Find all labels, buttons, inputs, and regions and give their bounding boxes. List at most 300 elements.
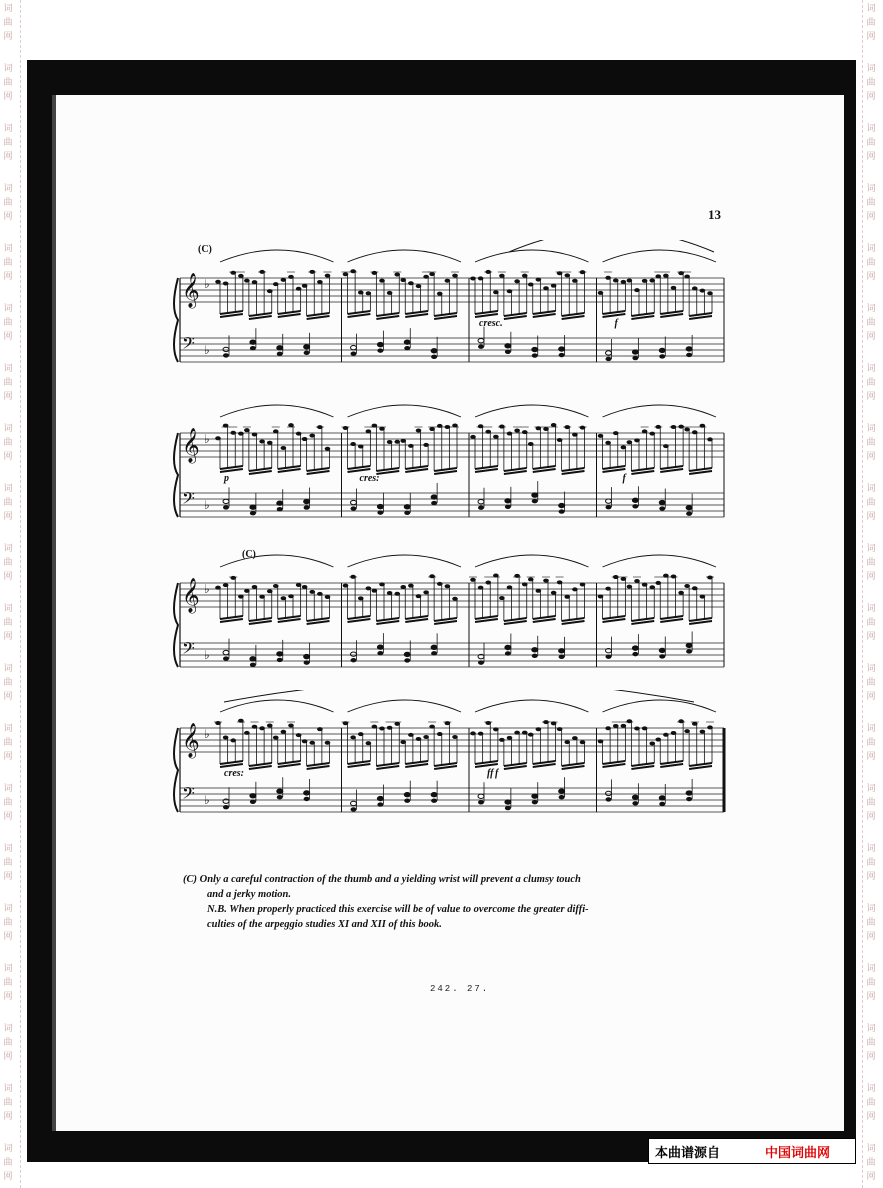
slur <box>475 405 589 417</box>
note-head <box>259 726 265 730</box>
note-head <box>605 587 611 591</box>
note-head <box>387 591 393 595</box>
watermark-char: 曲 <box>866 498 876 508</box>
note-head <box>372 271 378 275</box>
bass-note-head <box>478 505 484 509</box>
note-head <box>296 432 302 436</box>
bass-note-head <box>478 660 484 664</box>
note-head <box>350 442 356 446</box>
note-head <box>564 740 570 744</box>
watermark-char: 曲 <box>3 78 13 88</box>
watermark-char: 曲 <box>3 1098 13 1108</box>
bass-note-head <box>632 652 638 656</box>
bass-note-head <box>686 649 692 653</box>
bass-note-head <box>532 493 538 497</box>
note-head <box>302 437 308 441</box>
watermark-char: 曲 <box>866 1038 876 1048</box>
source-site-name[interactable]: 中国词曲网 <box>765 1145 831 1161</box>
dynamic-marking: cres: <box>359 473 380 484</box>
watermark-char: 网 <box>3 332 13 342</box>
watermark-char: 网 <box>866 512 876 522</box>
watermark-char: 网 <box>866 752 876 762</box>
note-head <box>230 431 236 435</box>
note-head <box>408 444 414 448</box>
note-head <box>507 736 513 740</box>
note-head <box>416 594 422 598</box>
note-head <box>634 726 640 730</box>
note-head <box>408 733 414 737</box>
watermark-char: 网 <box>866 1112 876 1122</box>
bass-note-head <box>632 801 638 805</box>
note-head <box>366 741 372 745</box>
watermark-divider-right <box>862 0 863 1188</box>
bass-note-head <box>659 348 665 352</box>
dynamic-marking: f <box>622 473 626 484</box>
note-head <box>288 275 294 279</box>
note-head <box>655 274 661 278</box>
watermark-char: 词 <box>3 604 13 614</box>
note-head <box>416 284 422 288</box>
note-head <box>452 274 458 278</box>
note-head <box>598 291 604 295</box>
note-head <box>416 737 422 741</box>
bass-note-head <box>404 505 410 509</box>
note-head <box>379 279 385 283</box>
grand-staff <box>172 395 728 535</box>
note-head <box>634 288 640 292</box>
note-head <box>684 274 690 278</box>
watermark-char: 词 <box>866 424 876 434</box>
watermark-char: 曲 <box>866 618 876 628</box>
bass-note-head <box>431 651 437 655</box>
bass-note-head <box>250 800 256 804</box>
bass-note-head <box>223 805 229 809</box>
note-head <box>522 731 528 735</box>
bass-clef: 𝄢 <box>182 488 195 512</box>
note-head <box>309 434 315 438</box>
bass-note-head <box>606 499 612 503</box>
watermark-char: 网 <box>866 812 876 822</box>
note-head <box>400 439 406 443</box>
watermark-char: 曲 <box>3 18 13 28</box>
note-head <box>358 732 364 736</box>
note-head <box>223 735 229 739</box>
watermark-char: 网 <box>866 1052 876 1062</box>
watermark-char: 网 <box>3 272 13 282</box>
bass-note-head <box>559 655 565 659</box>
note-head <box>684 729 690 733</box>
dynamic-marking: f <box>495 768 499 779</box>
watermark-char: 词 <box>3 724 13 734</box>
note-head <box>429 574 435 578</box>
staff-brace <box>174 278 178 362</box>
watermark-char: 曲 <box>3 798 13 808</box>
watermark-char: 网 <box>866 452 876 462</box>
note-head <box>478 424 484 428</box>
note-head <box>634 438 640 442</box>
note-head <box>572 433 578 437</box>
watermark-char: 词 <box>866 724 876 734</box>
watermark-char: 网 <box>866 212 876 222</box>
watermark-divider-left <box>20 0 21 1188</box>
note-head <box>288 724 294 728</box>
note-head <box>499 274 505 278</box>
bass-note-head <box>659 500 665 504</box>
note-head <box>423 443 429 447</box>
note-head <box>536 589 542 593</box>
note-head <box>366 291 372 295</box>
note-head <box>223 281 229 285</box>
watermark-char: 曲 <box>3 318 13 328</box>
note-head <box>437 582 443 586</box>
staff-brace <box>174 433 178 517</box>
watermark-char: 词 <box>866 544 876 554</box>
note-head <box>692 722 698 726</box>
note-head <box>325 274 331 278</box>
watermark-char: 曲 <box>3 438 13 448</box>
watermark-char: 词 <box>866 64 876 74</box>
watermark-char: 网 <box>866 932 876 942</box>
note-head <box>671 731 677 735</box>
slur <box>220 555 334 567</box>
note-head <box>536 278 542 282</box>
bass-note-head <box>377 504 383 508</box>
note-head <box>649 741 655 745</box>
watermark-char: 曲 <box>3 378 13 388</box>
watermark-char: 词 <box>866 964 876 974</box>
bass-clef: 𝄢 <box>182 638 195 662</box>
note-head <box>522 274 528 278</box>
note-head <box>230 576 236 580</box>
bass-note-head <box>250 505 256 509</box>
bass-note-head <box>431 792 437 796</box>
note-head <box>499 425 505 429</box>
bass-note-head <box>532 648 538 652</box>
watermark-char: 词 <box>3 784 13 794</box>
watermark-char: 词 <box>3 184 13 194</box>
slur <box>603 250 717 262</box>
bass-note-head <box>686 511 692 515</box>
bass-note-head <box>686 797 692 801</box>
note-head <box>387 291 393 295</box>
note-head <box>564 273 570 277</box>
note-head <box>514 279 520 283</box>
watermark-char: 词 <box>866 244 876 254</box>
note-head <box>387 726 393 730</box>
bass-note-head <box>606 791 612 795</box>
bass-note-head <box>223 650 229 654</box>
bass-note-head <box>632 498 638 502</box>
note-head <box>423 735 429 739</box>
watermark-char: 词 <box>3 64 13 74</box>
bass-note-head <box>304 660 310 664</box>
watermark-char: 网 <box>3 932 13 942</box>
note-head <box>230 271 236 275</box>
note-head <box>543 579 549 583</box>
note-head <box>551 423 557 427</box>
bass-note-head <box>659 654 665 658</box>
bass-note-head <box>351 801 357 805</box>
note-head <box>528 733 534 737</box>
watermark-char: 网 <box>3 572 13 582</box>
watermark-char: 曲 <box>866 1098 876 1108</box>
note-head <box>514 731 520 735</box>
note-head <box>400 740 406 744</box>
note-head <box>598 434 604 438</box>
watermark-char: 曲 <box>3 498 13 508</box>
bass-note-head <box>250 346 256 350</box>
watermark-char: 词 <box>3 244 13 254</box>
watermark-char: 网 <box>3 1172 13 1182</box>
bass-note-head <box>686 643 692 647</box>
bass-note-head <box>304 505 310 509</box>
system-2 <box>172 395 728 535</box>
note-head <box>325 447 331 451</box>
watermark-char: 词 <box>866 844 876 854</box>
note-head <box>445 584 451 588</box>
note-head <box>621 445 627 449</box>
note-head <box>627 279 633 283</box>
watermark-char: 词 <box>3 424 13 434</box>
bass-note-head <box>223 656 229 660</box>
grand-staff <box>172 240 728 380</box>
watermark-char: 词 <box>3 484 13 494</box>
watermark-char: 网 <box>866 572 876 582</box>
note-head <box>288 594 294 598</box>
note-head <box>238 432 244 436</box>
note-head <box>317 592 323 596</box>
note-head <box>557 438 563 442</box>
note-head <box>325 595 331 599</box>
bass-note-head <box>606 654 612 658</box>
slur <box>348 700 462 712</box>
note-head <box>317 727 323 731</box>
note-head <box>267 589 273 593</box>
note-head <box>613 724 619 728</box>
watermark-char: 词 <box>3 124 13 134</box>
note-head <box>350 735 356 739</box>
watermark-char: 曲 <box>866 18 876 28</box>
watermark-char: 词 <box>3 1084 13 1094</box>
watermark-char: 曲 <box>866 318 876 328</box>
watermark-char: 网 <box>3 32 13 42</box>
watermark-char: 曲 <box>866 258 876 268</box>
note-head <box>244 731 250 735</box>
note-head <box>663 274 669 278</box>
note-head <box>238 595 244 599</box>
note-head <box>678 591 684 595</box>
bass-note-head <box>404 346 410 350</box>
note-head <box>429 427 435 431</box>
note-head <box>642 726 648 730</box>
note-head <box>296 287 302 291</box>
slur <box>220 405 334 417</box>
note-head <box>379 726 385 730</box>
note-head <box>273 584 279 588</box>
note-head <box>671 574 677 578</box>
bass-note-head <box>351 345 357 349</box>
treble-clef: 𝄞 <box>182 428 200 463</box>
note-head <box>267 289 273 293</box>
bass-note-head <box>505 645 511 649</box>
bass-note-head <box>686 791 692 795</box>
watermark-char: 曲 <box>3 1158 13 1168</box>
watermark-char: 曲 <box>866 978 876 988</box>
bass-note-head <box>505 505 511 509</box>
note-head <box>223 583 229 587</box>
note-head <box>528 577 534 581</box>
bass-note-head <box>431 798 437 802</box>
bass-note-head <box>505 350 511 354</box>
watermark-char: 词 <box>866 904 876 914</box>
note-head <box>252 280 258 284</box>
watermark-char: 词 <box>866 124 876 134</box>
staff-brace <box>174 728 178 812</box>
note-head <box>707 437 713 441</box>
slur <box>603 405 717 417</box>
note-head <box>379 582 385 586</box>
note-head <box>470 731 476 735</box>
watermark-char: 网 <box>3 812 13 822</box>
watermark-char: 曲 <box>3 918 13 928</box>
bass-note-head <box>404 340 410 344</box>
watermark-char: 词 <box>866 184 876 194</box>
watermark-char: 网 <box>866 992 876 1002</box>
bass-note-head <box>606 505 612 509</box>
bass-note-head <box>606 351 612 355</box>
note-head <box>429 272 435 276</box>
note-head <box>678 425 684 429</box>
note-head <box>692 586 698 590</box>
watermark-char: 曲 <box>3 678 13 688</box>
note-head <box>394 722 400 726</box>
bass-note-head <box>250 794 256 798</box>
watermark-char: 曲 <box>866 738 876 748</box>
note-head <box>325 741 331 745</box>
note-head <box>309 590 315 594</box>
note-head <box>358 445 364 449</box>
slur <box>603 555 717 567</box>
bass-note-head <box>505 499 511 503</box>
watermark-char: 词 <box>3 364 13 374</box>
note-head <box>244 428 250 432</box>
footnote-line-2: and a jerky motion. <box>207 889 292 900</box>
grand-staff <box>172 545 728 685</box>
note-head <box>259 439 265 443</box>
bass-note-head <box>431 645 437 649</box>
note-head <box>580 426 586 430</box>
note-head <box>215 721 221 725</box>
note-head <box>281 730 287 734</box>
note-head <box>543 286 549 290</box>
bass-note-head <box>404 652 410 656</box>
bass-note-head <box>277 652 283 656</box>
note-head <box>230 738 236 742</box>
note-head <box>621 577 627 581</box>
note-head <box>485 430 491 434</box>
note-head <box>649 279 655 283</box>
note-head <box>684 584 690 588</box>
bass-note-head <box>478 794 484 798</box>
watermark-char: 词 <box>866 604 876 614</box>
note-head <box>627 440 633 444</box>
dynamic-marking: ff <box>487 768 494 779</box>
bass-note-head <box>377 651 383 655</box>
note-head <box>580 740 586 744</box>
note-head <box>528 442 534 446</box>
source-banner[interactable] <box>648 1138 856 1164</box>
note-head <box>408 281 414 285</box>
bass-note-head <box>304 345 310 349</box>
bass-note-head <box>250 340 256 344</box>
treble-clef: 𝄞 <box>182 578 200 613</box>
watermark-char: 曲 <box>3 558 13 568</box>
bass-note-head <box>277 352 283 356</box>
note-head <box>522 582 528 586</box>
bass-note-head <box>223 353 229 357</box>
note-head <box>252 585 258 589</box>
source-label: 本曲谱源自 <box>655 1145 721 1161</box>
watermark-char: 曲 <box>866 918 876 928</box>
note-head <box>572 587 578 591</box>
key-signature-flat: ♭ <box>204 432 210 446</box>
watermark-char: 网 <box>3 212 13 222</box>
note-head <box>423 275 429 279</box>
bass-note-head <box>277 507 283 511</box>
note-head <box>267 724 273 728</box>
watermark-char: 网 <box>866 152 876 162</box>
bass-note-head <box>478 338 484 342</box>
note-head <box>507 432 513 436</box>
note-head <box>394 440 400 444</box>
note-head <box>514 429 520 433</box>
watermark-char: 曲 <box>866 1158 876 1168</box>
note-head <box>649 585 655 589</box>
watermark-char: 词 <box>3 904 13 914</box>
note-head <box>485 581 491 585</box>
note-head <box>296 583 302 587</box>
watermark-char: 词 <box>3 1144 13 1154</box>
note-head <box>400 585 406 589</box>
section-marker: (C) <box>198 244 212 255</box>
dynamic-marking: cres: <box>224 768 244 779</box>
note-head <box>366 586 372 590</box>
bass-note-head <box>532 347 538 351</box>
note-head <box>564 595 570 599</box>
bass-note-head <box>559 347 565 351</box>
bass-note-head <box>377 510 383 514</box>
note-head <box>522 430 528 434</box>
watermark-char: 曲 <box>866 558 876 568</box>
bass-note-head <box>351 500 357 504</box>
bass-note-head <box>250 511 256 515</box>
watermark-char: 曲 <box>866 378 876 388</box>
note-head <box>678 719 684 723</box>
watermark-char: 词 <box>3 304 13 314</box>
note-head <box>288 423 294 427</box>
note-head <box>372 725 378 729</box>
watermark-char: 词 <box>866 664 876 674</box>
bass-note-head <box>659 354 665 358</box>
bass-note-head <box>351 807 357 811</box>
note-head <box>655 581 661 585</box>
note-head <box>296 733 302 737</box>
note-head <box>671 286 677 290</box>
bass-note-head <box>606 357 612 361</box>
system-4 <box>172 690 728 830</box>
watermark-char: 网 <box>3 452 13 462</box>
watermark-char: 词 <box>866 484 876 494</box>
